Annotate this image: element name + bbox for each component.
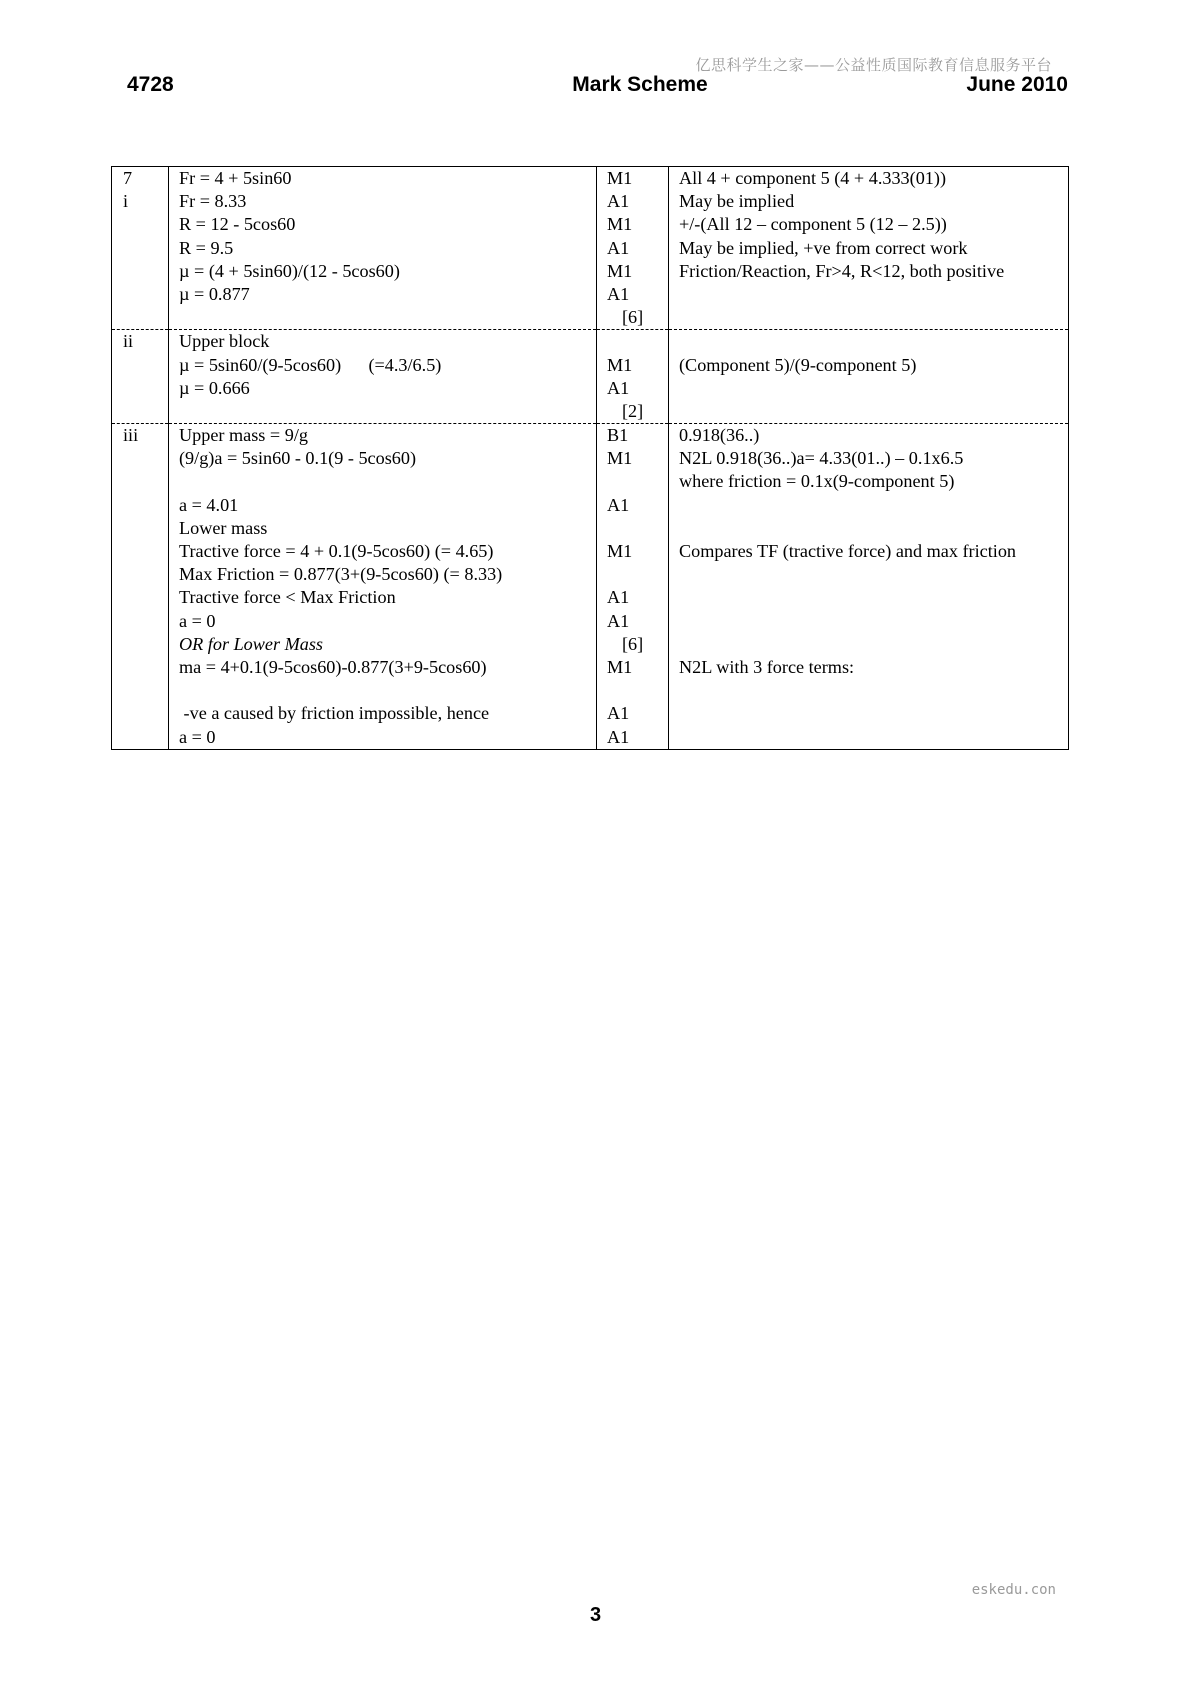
note: N2L 0.918(36..)a= 4.33(01..) – 0.1x6.5 [679, 448, 964, 469]
working-line: Upper block [179, 331, 270, 352]
note [669, 679, 1068, 702]
question-part: i [123, 191, 129, 212]
note [669, 306, 1068, 329]
working-cell [169, 167, 597, 330]
table-row-7i [112, 167, 1069, 330]
working-line [169, 679, 596, 702]
marks-cell [597, 330, 669, 424]
mark: M1 [607, 354, 633, 375]
question-number: 7 [123, 168, 133, 188]
mark [597, 470, 668, 493]
note [669, 586, 1068, 609]
mark: M1 [607, 214, 633, 235]
working-line: OR for Lower Mass [179, 633, 323, 654]
working-line: Fr = 4 + 5sin60 [179, 168, 292, 188]
mark: B1 [607, 425, 629, 446]
note [669, 330, 1068, 353]
working-line [169, 306, 596, 329]
note: All 4 + component 5 (4 + 4.333(01)) [679, 168, 947, 188]
mark: A1 [607, 283, 630, 304]
note: May be implied [679, 191, 795, 212]
note [669, 633, 1068, 656]
working-line: -ve a caused by friction impossible, hence [179, 703, 490, 724]
mark: M1 [607, 541, 633, 561]
working-line: Lower mass [179, 517, 268, 538]
table-row-iii [112, 424, 1069, 750]
note [669, 726, 1068, 749]
watermark-top: 亿思科学生之家——公益性质国际教育信息服务平台 [695, 56, 1052, 74]
mark-total: [6] [622, 633, 644, 654]
working-cell [169, 424, 597, 750]
mark: M1 [607, 448, 633, 469]
note: Compares TF (tractive force) and max friction [679, 541, 1017, 561]
working-line: Upper mass = 9/g [179, 425, 308, 446]
working-line: a = 0 [179, 726, 216, 747]
working-line [169, 400, 596, 423]
note: +/-(All 12 – component 5 (12 – 2.5)) [679, 214, 947, 235]
mark [597, 563, 668, 586]
question-cell [112, 424, 169, 750]
working-line [169, 470, 596, 493]
working-line: Fr = 8.33 [179, 191, 247, 212]
note [669, 563, 1068, 586]
mark: M1 [607, 168, 633, 188]
working-line: ma = 4+0.1(9-5cos60)-0.877(3+9-5cos60) [179, 656, 487, 677]
working-line: (9/g)a = 5sin60 - 0.1(9 - 5cos60) [179, 448, 417, 469]
mark: A1 [607, 191, 630, 212]
note: N2L with 3 force terms: [679, 656, 855, 677]
notes-cell [669, 167, 1069, 330]
working-line: µ = 5sin60/(9-5cos60) (=4.3/6.5) [179, 354, 442, 375]
mark [597, 679, 668, 702]
marks-cell [597, 167, 669, 330]
note [669, 517, 1068, 540]
mark: A1 [607, 237, 630, 258]
note: May be implied, +ve from correct work [679, 237, 968, 258]
note: where friction = 0.1x(9-component 5) [679, 471, 955, 492]
marks-cell [597, 424, 669, 750]
question-cell [112, 330, 169, 424]
working-line: Tractive force < Max Friction [179, 587, 396, 608]
note: Friction/Reaction, Fr>4, R<12, both positive [679, 260, 1005, 281]
notes-cell [669, 424, 1069, 750]
working-line: µ = (4 + 5sin60)/(12 - 5cos60) [179, 260, 400, 281]
working-line: R = 9.5 [179, 237, 234, 258]
mark: A1 [607, 610, 630, 631]
note [669, 283, 1068, 306]
paper-code: 4728 [127, 73, 174, 96]
working-line: Tractive force = 4 + 0.1(9-5cos60) (= 4.65) [179, 541, 494, 561]
mark: A1 [607, 494, 630, 515]
mark [597, 330, 668, 353]
note [669, 377, 1068, 400]
mark-scheme-table [111, 166, 1069, 750]
mark: A1 [607, 587, 630, 608]
question-part: iii [123, 425, 139, 446]
page-title: Mark Scheme [572, 73, 708, 96]
exam-date: June 2010 [966, 73, 1068, 96]
note: (Component 5)/(9-component 5) [679, 354, 917, 375]
mark: M1 [607, 656, 633, 677]
note [669, 702, 1068, 725]
note [669, 400, 1068, 423]
working-line: R = 12 - 5cos60 [179, 214, 296, 235]
working-line: µ = 0.877 [179, 283, 250, 304]
page-number: 3 [589, 1604, 602, 1626]
working-line: a = 0 [179, 610, 216, 631]
question-cell [112, 167, 169, 330]
mark: M1 [607, 260, 633, 281]
working-line: a = 4.01 [179, 494, 239, 515]
mark: A1 [607, 703, 630, 724]
mark: A1 [607, 726, 630, 747]
note [669, 610, 1068, 633]
watermark-bottom: eskedu.con [971, 1582, 1056, 1598]
mark-total: [6] [622, 307, 644, 328]
working-line: Max Friction = 0.877(3+(9-5cos60) (= 8.33) [179, 564, 503, 585]
table-row-ii [112, 330, 1069, 424]
working-line: µ = 0.666 [179, 377, 250, 398]
working-cell [169, 330, 597, 424]
mark: A1 [607, 377, 630, 398]
note: 0.918(36..) [679, 425, 760, 446]
note [669, 494, 1068, 517]
question-part: ii [123, 331, 134, 352]
mark [597, 517, 668, 540]
mark-total: [2] [622, 400, 644, 421]
notes-cell [669, 330, 1069, 424]
